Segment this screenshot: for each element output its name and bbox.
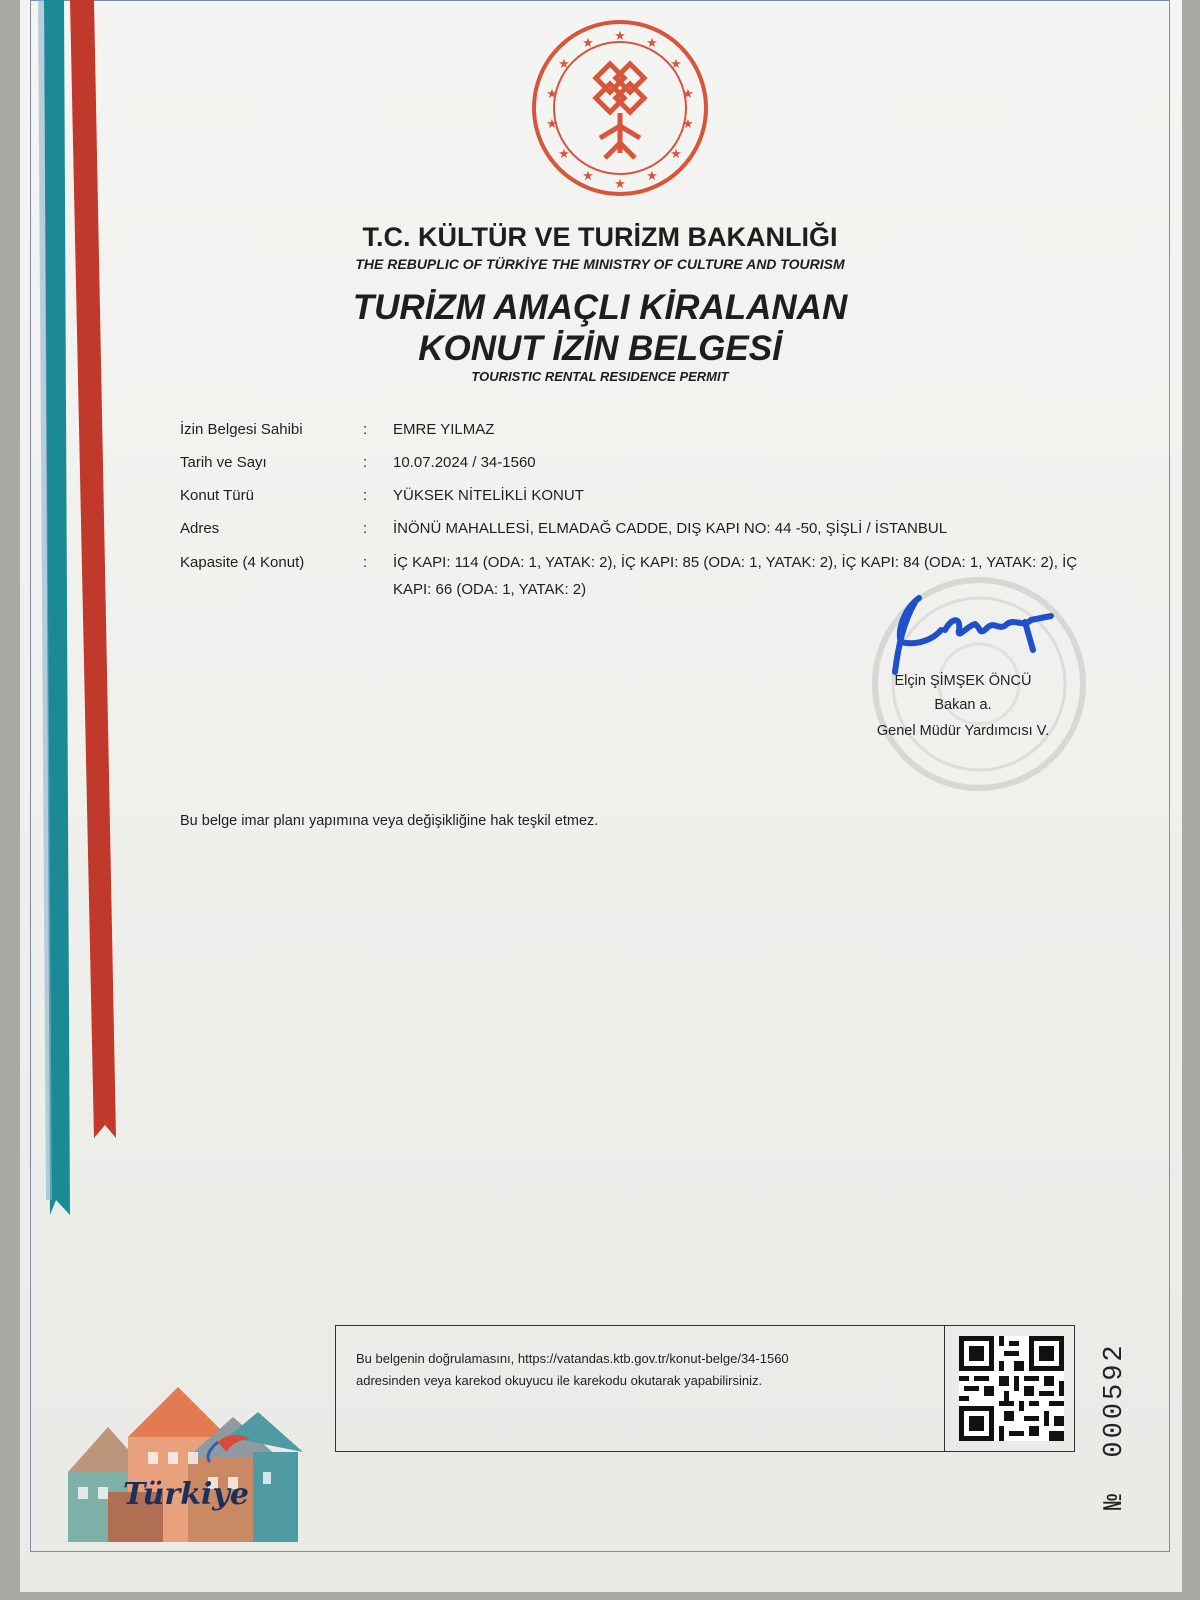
- svg-text:★: ★: [582, 168, 594, 183]
- document-title-line1: TURİZM AMAÇLI KİRALANAN: [352, 288, 848, 327]
- document-title-line2: KONUT İZİN BELGESİ: [418, 329, 782, 368]
- svg-text:★: ★: [682, 116, 694, 131]
- field-row-owner: [0, 421, 1200, 451]
- verification-box: [335, 1325, 1075, 1452]
- field-label: Kapasite (4 Konut): [180, 554, 305, 571]
- svg-text:★: ★: [582, 35, 594, 50]
- field-label: İzin Belgesi Sahibi: [180, 421, 303, 438]
- seal-stars: [546, 28, 694, 191]
- signatory-title-1: Bakan a.: [934, 697, 992, 713]
- svg-text:★: ★: [558, 56, 570, 71]
- field-value: EMRE YILMAZ: [393, 421, 495, 438]
- verification-text: [356, 1348, 916, 1392]
- field-label: Adres: [180, 520, 220, 537]
- signatory-title-2: Genel Müdür Yardımcısı V.: [876, 723, 1050, 739]
- svg-text:★: ★: [546, 116, 558, 131]
- field-colon: :: [363, 421, 368, 438]
- field-colon: :: [363, 554, 368, 571]
- field-value: İNÖNÜ MAHALLESİ, ELMADAĞ CADDE, DIŞ KAPI NO: 44 -50, ŞİŞLİ / İSTANBUL: [393, 520, 948, 537]
- field-colon: :: [363, 487, 368, 504]
- seal-knot: [596, 64, 644, 158]
- verification-line-2: adresinden veya karekod okuyucu ile karekodu okutarak yapabilirsiniz.: [356, 1373, 763, 1388]
- field-label: Tarih ve Sayı: [180, 454, 267, 471]
- serial-digits: 000592: [1100, 1342, 1130, 1458]
- field-value: YÜKSEK NİTELİKLİ KONUT: [393, 487, 584, 504]
- svg-text:★: ★: [670, 146, 682, 161]
- svg-text:★: ★: [646, 168, 658, 183]
- svg-text:★: ★: [670, 56, 682, 71]
- serial-prefix: №: [1100, 1490, 1130, 1510]
- svg-text:★: ★: [546, 86, 558, 101]
- legal-note: Bu belge imar planı yapımına veya değişikliğine hak teşkil etmez.: [180, 813, 599, 829]
- svg-text:★: ★: [614, 176, 626, 191]
- ministry-name-en: THE REBUPLIC OF TÜRKİYE THE MINISTRY OF CULTURE AND TOURISM: [355, 256, 845, 272]
- svg-text:★: ★: [558, 146, 570, 161]
- field-row-date: [0, 454, 1200, 484]
- field-row-address: [0, 520, 1200, 550]
- qr-code-icon[interactable]: [959, 1336, 1064, 1441]
- ribbon-stripes: [30, 0, 130, 1230]
- field-colon: :: [363, 454, 368, 471]
- ministry-seal-icon: [530, 18, 710, 198]
- field-label: Konut Türü: [180, 487, 254, 504]
- ministry-name-tr: T.C. KÜLTÜR VE TURİZM BAKANLIĞI: [362, 222, 838, 252]
- svg-text:★: ★: [682, 86, 694, 101]
- turkiye-brand-logo: [68, 1382, 308, 1542]
- field-value: 10.07.2024 / 34-1560: [393, 454, 536, 471]
- document-subtitle: TOURISTIC RENTAL RESIDENCE PERMIT: [471, 369, 729, 384]
- qr-cell: [944, 1326, 1075, 1451]
- svg-text:★: ★: [614, 28, 626, 43]
- field-value: İÇ KAPI: 114 (ODA: 1, YATAK: 2), İÇ KAPI: 85 (ODA: 1, YATAK: 2), İÇ KAPI: 84 (ODA: 1, YATAK: 2), İÇ KAPI: 66 (ODA: 1, YATAK: 2): [393, 554, 1078, 598]
- brand-logo-text: Türkiye: [123, 1477, 249, 1512]
- signatory-name: Elçin ŞİMŞEK ÖNCÜ: [894, 673, 1032, 689]
- serial-number: [1100, 1342, 1130, 1510]
- verification-line-1: Bu belgenin doğrulamasını, https://vatandas.ktb.gov.tr/konut-belge/34-1560: [356, 1351, 789, 1366]
- field-row-type: [0, 487, 1200, 517]
- svg-text:★: ★: [646, 35, 658, 50]
- field-colon: :: [363, 520, 368, 537]
